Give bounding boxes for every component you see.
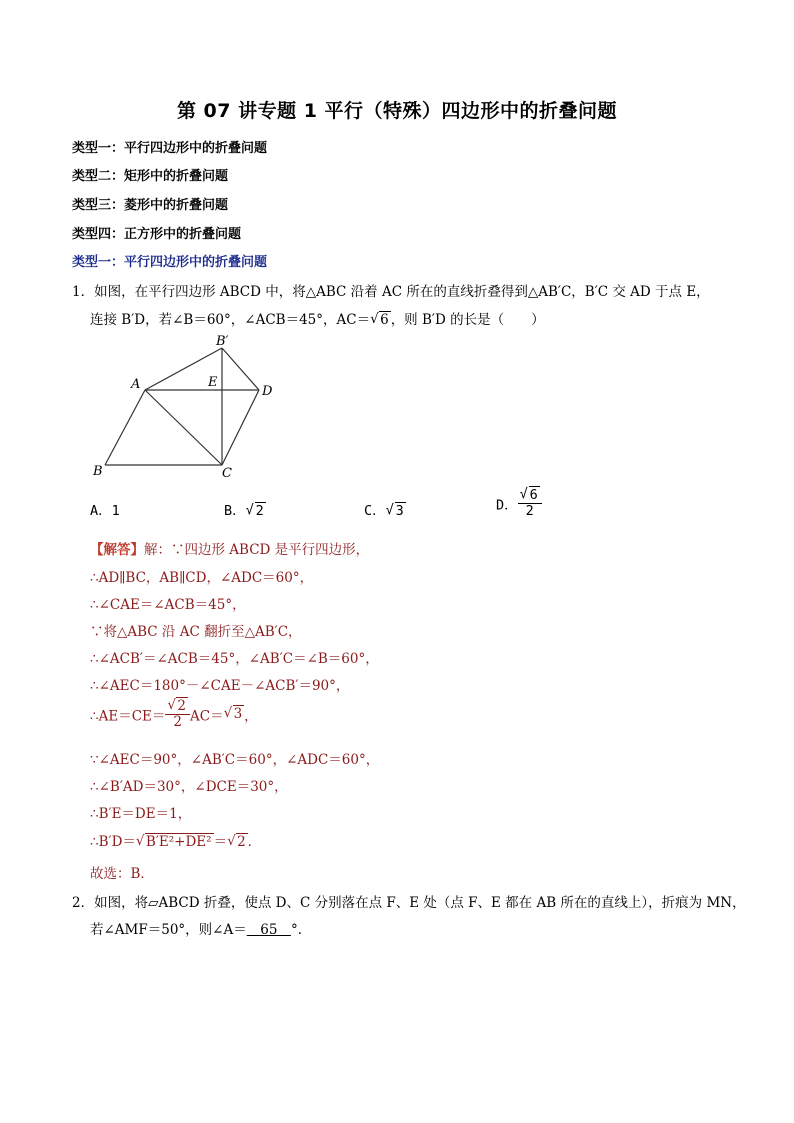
parallelogram-fold-figure bbox=[85, 333, 285, 483]
segment-cd bbox=[222, 390, 259, 465]
toc-item-4: 类型四：正方形中的折叠问题 bbox=[72, 227, 242, 242]
segment-ab bbox=[105, 390, 145, 465]
solution-line-7: ∴AE＝CE＝ √ $\frac{2}{2}$ AC＝√ 3 ， bbox=[90, 699, 258, 730]
solution-line-6: ∴∠AEC＝180°－∠CAE－∠ACB′＝90°， bbox=[90, 678, 350, 694]
label-e: E bbox=[208, 375, 218, 390]
solution-line-11: ∴B′D＝√ B′E²+DE² ＝√ 2 ． bbox=[90, 830, 261, 850]
solution-line-9: ∴∠B′AD＝30°，∠DCE＝30°， bbox=[90, 779, 288, 795]
toc-item-2: 类型二：矩形中的折叠问题 bbox=[72, 169, 229, 184]
solution-line-2: ∴AD∥BC，AB∥CD，∠ADC＝60°， bbox=[90, 570, 314, 586]
option-c[interactable]: C．√ 3 bbox=[364, 499, 406, 519]
label-c: C bbox=[222, 466, 232, 481]
label-b-prime: B′ bbox=[216, 334, 229, 349]
label-d: D bbox=[262, 384, 273, 399]
toc-item-3: 类型三：菱形中的折叠问题 bbox=[72, 198, 229, 213]
toc-item-1: 类型一：平行四边形中的折叠问题 bbox=[72, 141, 268, 156]
question-2-line-1: 2．如图，将▱ABCD 折叠，使点 D、C 分别落在点 F、E 处（点 F、E 都在 AB 所在的直线上），折痕为 MN， bbox=[72, 895, 746, 911]
solution-line-1: 【解答】解：∵四边形 ABCD 是平行四边形， bbox=[90, 542, 370, 558]
option-b[interactable]: B．√ 2 bbox=[224, 499, 266, 519]
solution-line-8: ∵∠AEC＝90°，∠AB′C＝60°，∠ADC＝60°， bbox=[90, 752, 380, 768]
question-2-answer: 65 bbox=[246, 922, 291, 938]
segment-ac bbox=[145, 390, 222, 465]
solution-line-3: ∴∠CAE＝∠ACB＝45°， bbox=[90, 597, 246, 613]
segment-b-prime-d bbox=[222, 348, 259, 390]
solution-line-10: ∴B′E＝DE＝1， bbox=[90, 806, 192, 822]
solution-line-12: 故选：B． bbox=[90, 866, 154, 882]
solution-line-5: ∴∠ACB′＝∠ACB＝45°，∠AB′C＝∠B＝60°， bbox=[90, 651, 379, 667]
question-1-line-1: 1．如图，在平行四边形 ABCD 中，将△ABC 沿着 AC 所在的直线折叠得到△AB′C，B′C 交 AD 于点 E， bbox=[72, 284, 710, 300]
label-b: B bbox=[93, 464, 103, 479]
question-1-line-2: 连接 B′D，若∠B＝60°，∠ACB＝45°，AC＝√ 6 ，则 B′D 的长是（ ） bbox=[90, 308, 545, 328]
option-a[interactable]: A．1 bbox=[90, 503, 120, 519]
option-d[interactable]: D． √ $\frac{6}{2}$ bbox=[496, 488, 542, 519]
question-2-line-2: 若∠AMF＝50°，则∠A＝ 65 °． bbox=[90, 922, 312, 938]
label-a: A bbox=[131, 377, 141, 392]
section-heading: 类型一：平行四边形中的折叠问题 bbox=[72, 255, 268, 270]
solution-line-4: ∵将△ABC 沿 AC 翻折至△AB′C， bbox=[90, 624, 302, 640]
page-title: 第 07 讲专题 1 平行（特殊）四边形中的折叠问题 bbox=[176, 100, 618, 122]
